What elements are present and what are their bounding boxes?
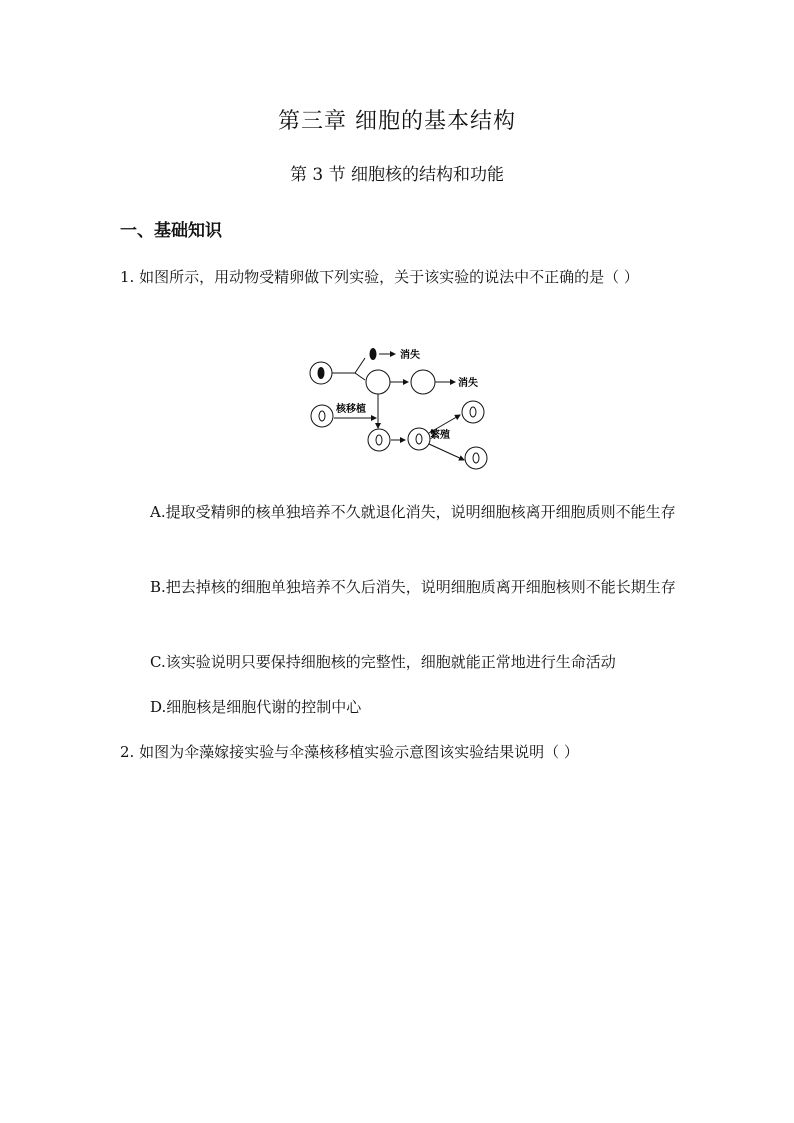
reconstructed-cell-cultured — [408, 428, 430, 450]
nucleus-black — [318, 367, 325, 379]
option-c: C.该实验说明只要保持细胞核的完整性，细胞就能正常地进行生命活动 — [150, 653, 616, 671]
option-b: B.把去掉核的细胞单独培养不久后消失，说明细胞质离开细胞核则不能长期生存 — [150, 578, 676, 596]
offspring-cell-2 — [465, 447, 487, 469]
heading-basic-knowledge: 一、基础知识 — [120, 221, 222, 241]
question-2-stem: 2. 如图为伞藻嫁接实验与伞藻核移植实验示意图该实验结果说明（ ） — [120, 743, 579, 761]
donor-cell — [311, 405, 333, 427]
label-disappear-2: 消失 — [458, 378, 478, 389]
label-disappear-1: 消失 — [400, 350, 420, 361]
isolated-nucleus — [370, 348, 377, 360]
nucleus-outline — [416, 434, 422, 444]
reconstructed-cell — [368, 429, 390, 451]
option-a: A.提取受精卵的核单独培养不久就退化消失，说明细胞核离开细胞质则不能生存 — [150, 503, 676, 521]
option-d: D.细胞核是细胞代谢的控制中心 — [150, 698, 362, 716]
enucleated-cell-cultured — [411, 370, 435, 394]
label-reproduce: 繁殖 — [430, 430, 450, 441]
question-1-stem: 1. 如图所示，用动物受精卵做下列实验，关于该实验的说法中不正确的是（ ） — [120, 268, 639, 286]
offspring-cell-1 — [462, 401, 484, 423]
cell-nucleus-transplant-diagram — [300, 340, 500, 480]
nucleus-outline — [376, 435, 382, 445]
enucleated-cell — [366, 370, 390, 394]
nucleus-outline — [319, 411, 325, 421]
nucleus-outline — [473, 453, 479, 463]
nucleus-outline — [470, 407, 476, 417]
chapter-title: 第三章 细胞的基本结构 — [278, 109, 516, 134]
section-title: 第 3 节 细胞核的结构和功能 — [289, 165, 505, 185]
label-nuclear-transplant: 核移植 — [336, 404, 366, 415]
